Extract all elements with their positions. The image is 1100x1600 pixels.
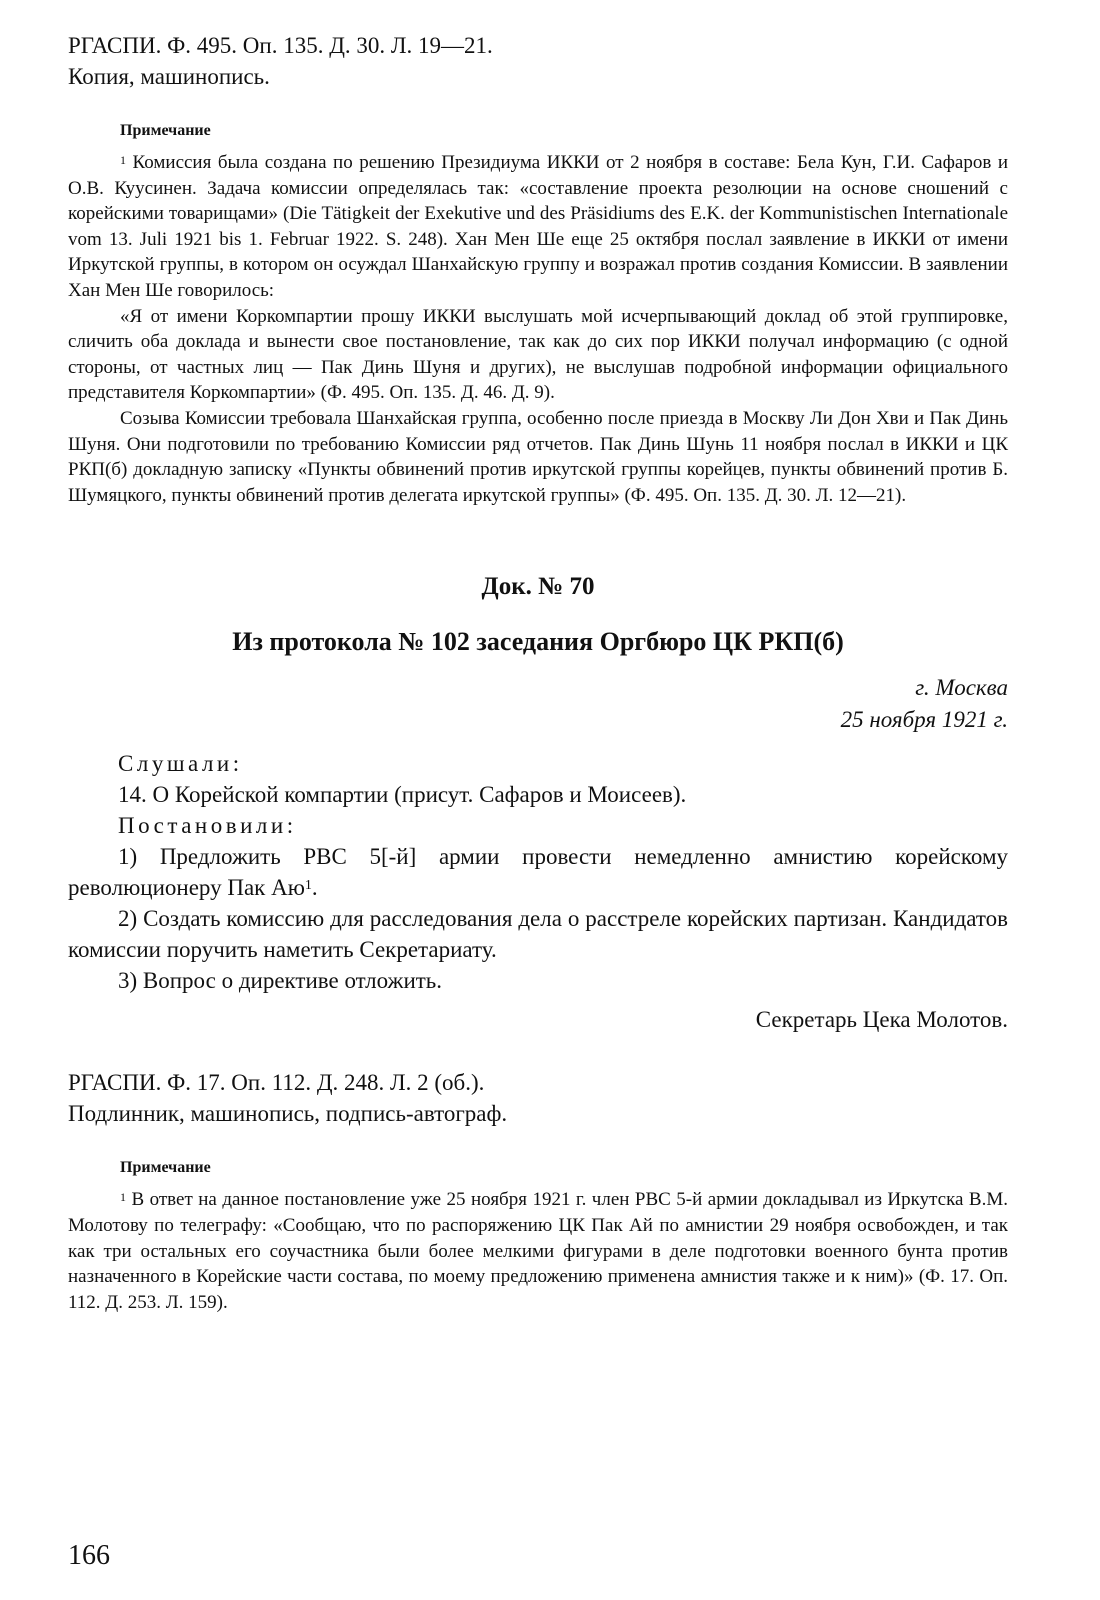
place-date-block: [68, 672, 1008, 736]
note-paragraph: [68, 150, 1008, 304]
document-page: [68, 30, 1008, 1315]
document-title: Из протокола № 102 заседания Оргбюро ЦК РКП(б): [232, 627, 844, 657]
heard-label: Слушали:: [118, 751, 243, 777]
footnote-mark: 1: [304, 878, 312, 894]
resolution-end: .: [311, 875, 318, 901]
signature: Секретарь Цека Молотов.: [755, 1007, 1008, 1033]
archive-reference: РГАСПИ. Ф. 495. Оп. 135. Д. 30. Л. 19—21.: [68, 33, 493, 58]
resolution-text: 1) Предложить РВС 5[-й] армии провести немедленно амнистию корейскому революционеру Пак Аю: [68, 844, 1008, 901]
note-title: Примечание: [120, 1159, 211, 1177]
document-heading: [68, 572, 1008, 658]
footer-source-block: [68, 1067, 1008, 1129]
protocol-body: [68, 748, 1008, 1035]
resolution-item: [68, 841, 1008, 903]
archive-reference: РГАСПИ. Ф. 17. Оп. 112. Д. 248. Л. 2 (об.).: [68, 1070, 485, 1096]
resolution-item: 3) Вопрос о директиве отложить.: [118, 968, 443, 994]
copy-type: Копия, машинопись.: [68, 64, 270, 89]
note-block-2: [68, 1157, 1008, 1315]
resolved-label: Постановили:: [118, 813, 297, 839]
note-title: Примечание: [120, 122, 211, 139]
note-block-1: [68, 120, 1008, 508]
note-text: Комиссия была создана по решению Президиума ИККИ от 2 ноября в составе: Бела Кун, Г.И. Сафаров и О.В. Куусинен. Задача комиссии определялась так: «составление проекта резолюции на основе сношений с корейскими товарищами» (Die Tätigkeit der Exekutive und des Präsidiums des E.K. der Kommunistischen Internationale vom 13. Juli 1921 bis 1. Februar 1922. S. 248). Хан Мен Ше еще 25 октября послал заявление в ИККИ от имени Иркутской группы, в котором он осуждал Шанхайскую группу и возражал против создания Комиссии. В заявлении Хан Мен Ше говорилось:: [68, 152, 1008, 301]
note-quote: «Я от имени Коркомпартии прошу ИККИ выслушать мой исчерпывающий доклад об этой группировке, сличить оба доклада и вынести свое постановление, так как до сих пор ИККИ получал информацию (с одной стороны, от частных лиц — Пак Динь Шуня и других), не выслушав подробной информации официального представителя Коркомпартии» (Ф. 495. Оп. 135. Д. 46. Д. 9).: [68, 305, 1008, 404]
document-place: г. Москва: [915, 675, 1008, 701]
resolution-item: 2) Создать комиссию для расследования дела о расстреле корейских партизан. Кандидатов комиссии поручить наметить Секретариату.: [68, 906, 1008, 963]
footnote-mark: 1: [120, 1190, 126, 1205]
page-number: 166: [68, 1540, 110, 1571]
note-paragraph: [68, 1187, 1008, 1315]
copy-type: Подлинник, машинопись, подпись-автограф.: [68, 1101, 508, 1127]
heard-item: 14. О Корейской компартии (присут. Сафаров и Моисеев).: [118, 782, 687, 808]
document-date: 25 ноября 1921 г.: [840, 707, 1008, 733]
footnote-mark: 1: [120, 153, 126, 167]
note-paragraph: Созыва Комиссии требовала Шанхайская группа, особенно после приезда в Москву Ли Дон Хви и Пак Динь Шуня. Они подготовили по требованию Комиссии ряд отчетов. Пак Динь Шунь 11 ноября послал в ИККИ и ЦК РКП(б) докладную записку «Пункты обвинений против иркутской группы корейцев, пункты обвинений против Б. Шумяцкого, пункты обвинений против делегата иркутской группы» (Ф. 495. Оп. 135. Д. 30. Л. 12—21).: [68, 407, 1008, 506]
document-number: Док. № 70: [481, 573, 595, 601]
header-source-block: [68, 30, 1008, 92]
note-text: В ответ на данное постановление уже 25 ноября 1921 г. член РВС 5-й армии докладывал из Иркутска В.М. Молотову по телеграфу: «Сообщаю, что по распоряжению ЦК Пак Ай по амнистии 29 ноября освобожден, и так как три остальных его соучастника были более мелкими фигурами в деле подготовки военного бунта против назначенного в Корейские части состава, по моему предложению применена амнистия также и к ним)» (Ф. 17. Оп. 112. Д. 253. Л. 159).: [68, 1189, 1008, 1313]
